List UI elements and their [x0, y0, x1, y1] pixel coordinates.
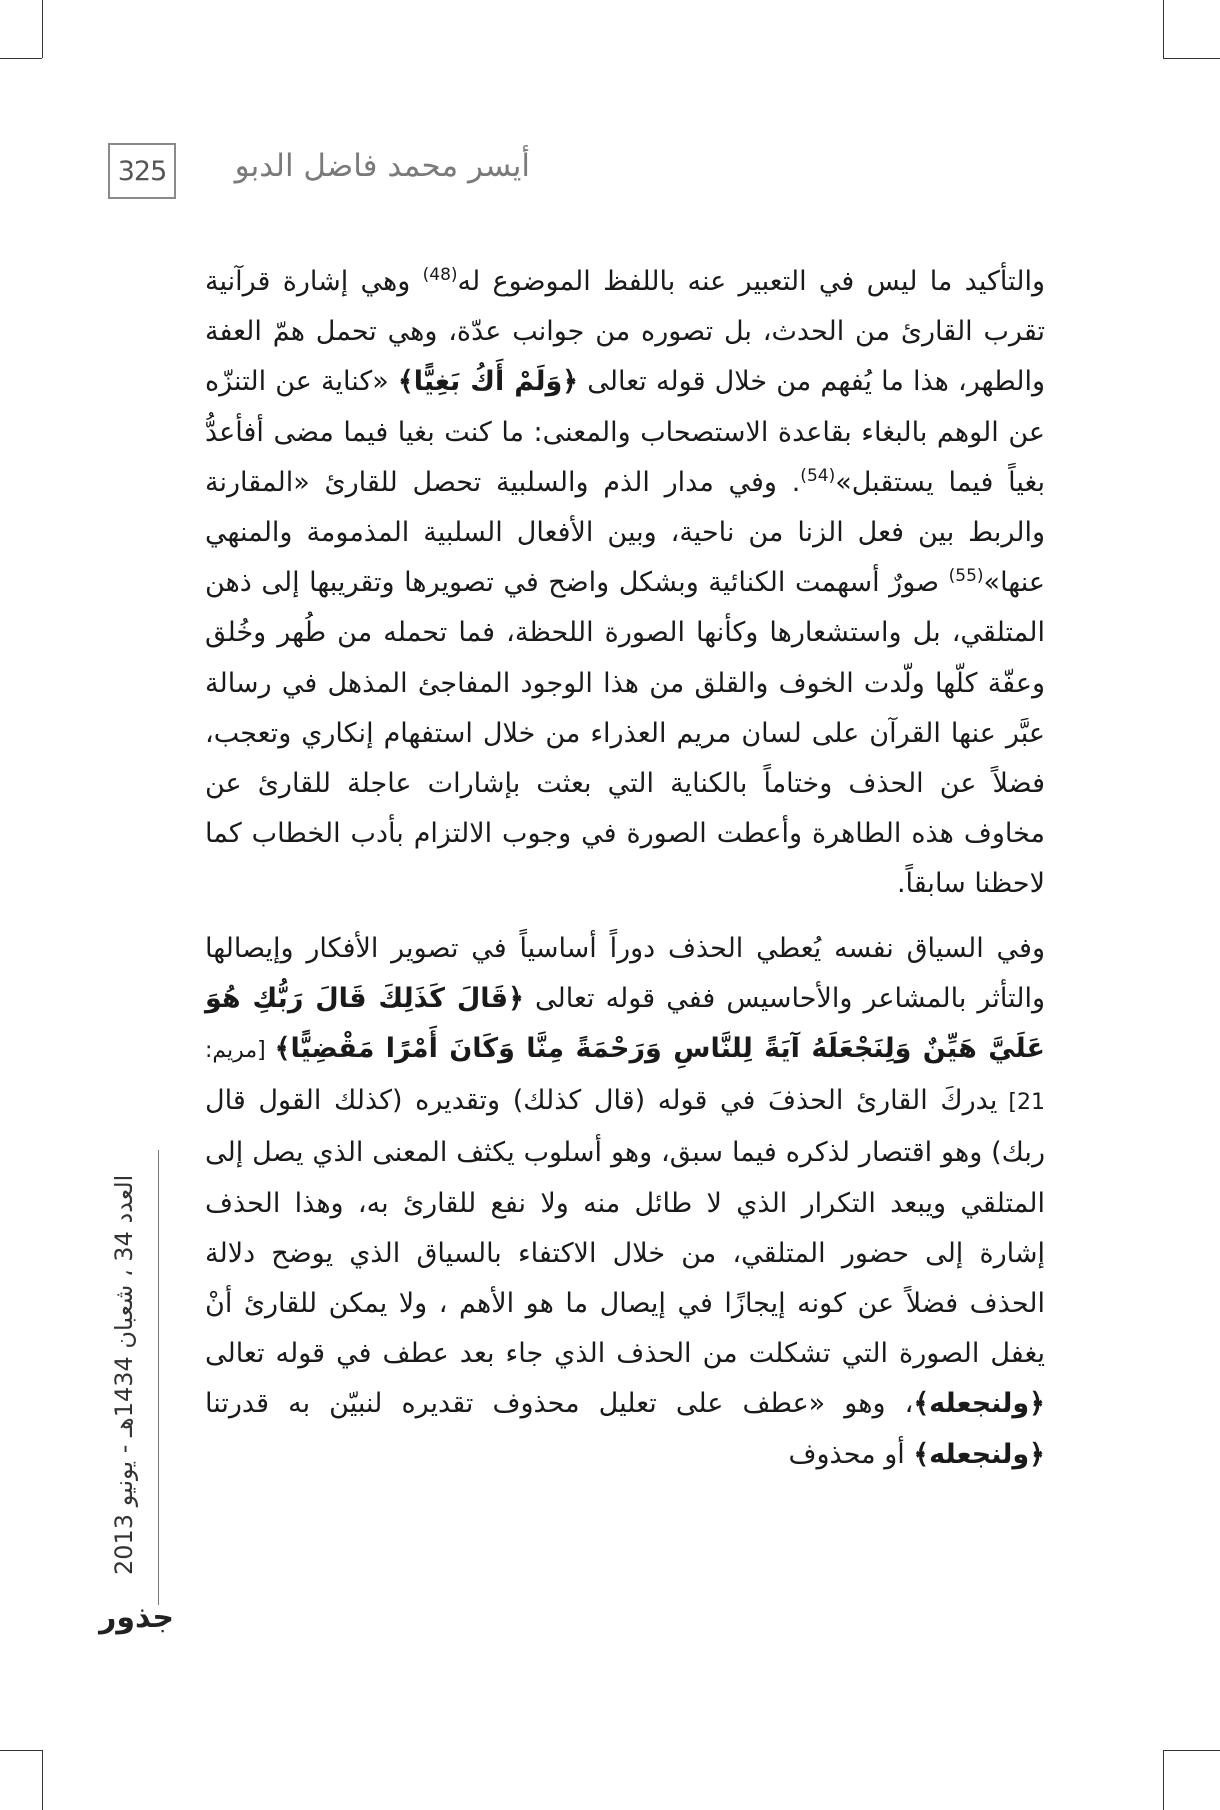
- article-body: [205, 257, 1045, 1480]
- paragraph-2: [205, 924, 1045, 1480]
- issue-info-vertical: العدد 34 ، شعبان 1434هـ - يونيو 2013: [110, 1174, 138, 1576]
- quran-quote-4: ﴿ولنجعله﴾: [913, 1438, 1045, 1470]
- crop-mark-bottom-left: [42, 1750, 43, 1810]
- crop-mark-top-left: [42, 0, 43, 58]
- quran-quote-1: ﴿وَلَمْ أَكُ بَغِيًّا﴾: [397, 366, 579, 398]
- footnote-48: (48): [422, 265, 458, 285]
- sidebar-divider: [158, 1150, 159, 1605]
- p1-text-d: . وفي مدار الذم والسلبية تحصل للقارئ «المقارنة والربط بين فعل الزنا من ناحية، وبين الأفعال السلبية المذمومة والمنهي عنها»: [205, 466, 1045, 599]
- crop-mark-bottom-left-h: [0, 1750, 42, 1751]
- journal-logo: جذور: [99, 1600, 174, 1635]
- quran-quote-3: ﴿ولنجعله﴾: [913, 1388, 1045, 1420]
- p1-text-b: وهي إشارة قرآنية تقرب القارئ من الحدث، بل تصوره من جوانب عدّة، وهي تحمل همّ العفة والطهر، هذا ما يُفهم من خلال قوله تعالى: [205, 266, 1045, 398]
- quran-reference: [مريم: 21]: [205, 1038, 1045, 1116]
- page-number: 325: [108, 143, 176, 199]
- crop-mark-top-right-h: [1163, 58, 1220, 59]
- running-header-author: أيسر محمد فاضل الدبو: [234, 148, 530, 184]
- p2-text-c: ، وهو «عطف على تعليل محذوف تقديره لنبيّن به قدرتنا: [205, 1388, 914, 1420]
- p1-text-a: والتأكيد ما ليس في التعبير عنه باللفظ الموضوع له: [457, 266, 1045, 297]
- quran-quote-2: ﴿قَالَ كَذَلِكَ قَالَ رَبُّكِ هُوَ عَلَيَّ هَيِّنٌ وَلِنَجْعَلَهُ آيَةً لِلنَّاسِ وَرَحْمَةً مِنَّا وَكَانَ أَمْرًا مَقْضِيًّا﴾: [205, 982, 1045, 1065]
- footnote-54: (54): [800, 465, 836, 486]
- crop-mark-top-right: [1163, 0, 1164, 58]
- p1-text-e: صورٌ أسهمت الكنائية وبشكل واضح في تصويرها وتقريبها إلى ذهن المتلقي، بل واستشعارها وكأنها الصورة اللحظة، فما تحمله من طُهر وخُلق وعفّة كلّها ولّدت الخوف والقلق من هذا الوجود المفاجئ المذهل في رسالة عبَّر عنها القرآن على لسان مريم العذراء من خلال استفهام إنكاري وتعجب، فضلاً عن الحذف وختاماً بالكناية التي بعثت بإشارات عاجلة للقارئ عن مخاوف هذه الطاهرة وأعطت الصورة في وجوب الالتزام بأدب الخطاب كما لاحظنا سابقاً.: [205, 567, 1045, 900]
- footnote-55: (55): [948, 566, 984, 587]
- crop-mark-bottom-right-h: [1163, 1750, 1220, 1751]
- crop-mark-bottom-right: [1163, 1750, 1164, 1810]
- crop-mark-top-left-h: [0, 58, 42, 59]
- p2-text-d: أو محذوف: [788, 1438, 914, 1470]
- p2-text-a: وفي السياق نفسه يُعطي الحذف دوراً أساسياً في تصوير الأفكار وإيصالها والتأثر بالمشاعر والأحاسيس ففي قوله تعالى: [205, 932, 1045, 1014]
- p1-text-c: «كناية عن التنزّه عن الوهم بالبغاء بقاعدة الاستصحاب والمعنى: ما كنت بغيا فيما مضى أفأعدُّ بغياً فيما يستقبل»: [205, 366, 1046, 498]
- paragraph-1: [205, 257, 1045, 910]
- p2-text-b: يدركَ القارئ الحذفَ في قوله (قال كذلك) وتقديره (كذلك القول قال ربك) وهو اقتصار لذكره فيما سبق، وهو أسلوب يكثف المعنى الذي يصل إلى المتلقي ويبعد التكرار الذي لا طائل منه ولا نفع للقارئ به، وهذا الحذف إشارة إلى حضور المتلقي، من خلال الاكتفاء بالسياق الذي يوضح دلالة الحذف فضلاً عن كونه إيجازًا في إيصال ما هو الأهم ، ولا يمكن للقارئ أنْ يغفل الصورة التي تشكلت من الحذف الذي جاء بعد عطف في قوله تعالى: [205, 1085, 1045, 1370]
